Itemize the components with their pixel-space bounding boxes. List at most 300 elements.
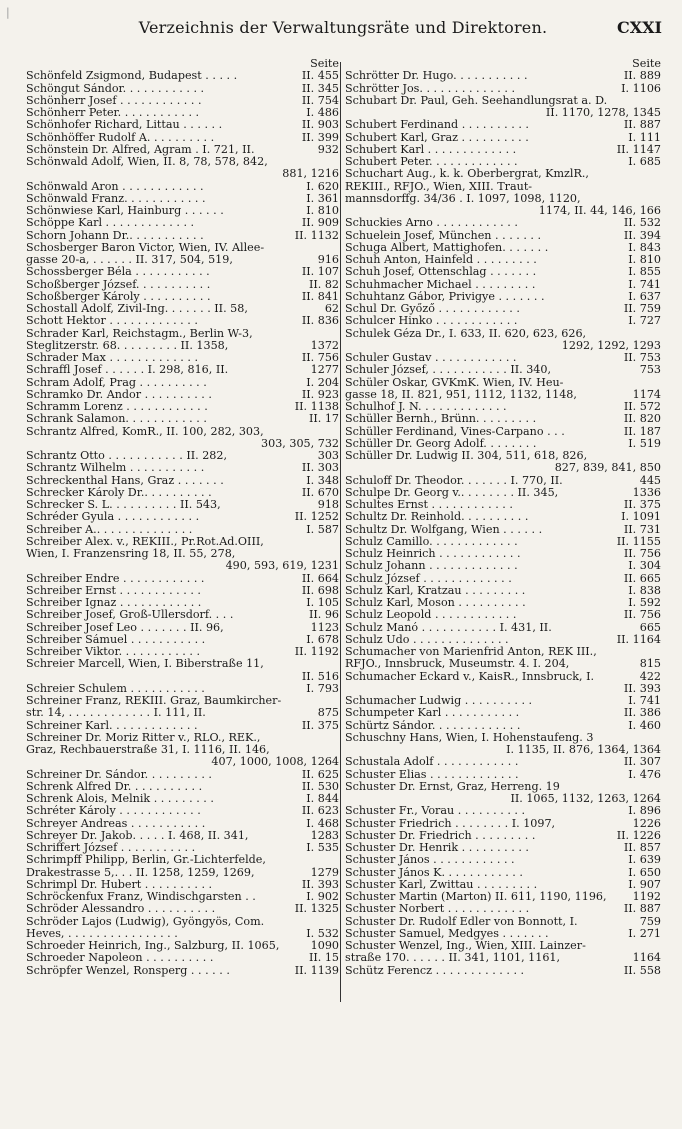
entry-page-ref: 1174 [632, 387, 661, 401]
entry-page-ref: I. 855 [628, 265, 661, 279]
entry-name: Schuster Karl, Zwittau . . . . . . . . . [345, 878, 538, 891]
index-entry [26, 928, 339, 940]
index-entry [345, 928, 661, 940]
index-entry [345, 671, 661, 683]
entry-page-ref: II. 1170, 1278, 1345 [545, 106, 661, 119]
entry-page-ref: 1279 [310, 865, 339, 879]
entry-name: Heves, . . . . . . . . . . . . . . . . [26, 927, 178, 940]
entry-page-ref: II. 670 [301, 485, 339, 499]
entry-page-ref: II. 516 [301, 669, 339, 683]
entry-name: Schulz Johann . . . . . . . . . . . . . [345, 560, 518, 573]
index-entry [345, 266, 661, 278]
entry-page-ref: II. 625 [301, 767, 339, 781]
entry-name: str. 14, . . . . . . . . . . . . I. 111, II. [26, 707, 206, 720]
entry-page-ref: II. 623 [301, 804, 339, 818]
index-entry [26, 499, 339, 511]
index-entry [345, 303, 661, 315]
entry-page-ref [337, 536, 339, 548]
entry-name: Schuster Wenzel, Ing., Wien, XIII. Lainzer- [345, 940, 586, 952]
entry-name: Schröpfer Wenzel, Ronsperg . . . . . . [26, 964, 230, 977]
index-entry [26, 95, 339, 107]
entry-name: Schöngut Sándor. . . . . . . . . . . . [26, 82, 205, 95]
entry-page-ref: II. 820 [623, 412, 661, 426]
index-entry [345, 242, 661, 254]
index-entry [345, 609, 661, 621]
entry-name: Schreyer Andreas . . . . . . . . . . . [26, 817, 206, 830]
entry-page-ref: 815 [639, 657, 661, 671]
entry-page-ref: I. 810 [306, 204, 339, 217]
entry-name: Schulz Leopold . . . . . . . . . . . . [345, 609, 517, 622]
entry-page-ref: II. 1192 [294, 645, 339, 658]
entry-name: Schuchart Aug., k. k. Oberbergrat, KmzlR., [345, 168, 589, 181]
index-entry [345, 622, 661, 634]
entry-name: Schönwald Aron . . . . . . . . . . . . [26, 180, 204, 193]
entry-name: Schrader Max . . . . . . . . . . . . . [26, 352, 199, 364]
entry-name: Schubert Karl . . . . . . . . . . . . . [345, 143, 517, 156]
entry-name: Schuster János K. . . . . . . . . . . . [345, 866, 523, 879]
entry-page-ref: I. 685 [628, 155, 661, 168]
entry-page-ref [659, 377, 661, 389]
index-entry [26, 854, 339, 866]
entry-name: Schuhmacher Michael . . . . . . . . . [345, 278, 536, 291]
entry-name: Schuhtanz Gábor, Privigye . . . . . . . [345, 290, 545, 303]
entry-page-ref: II. 857 [623, 841, 661, 854]
index-entry [345, 879, 661, 891]
index-entry [345, 230, 661, 242]
entry-page-ref: I. 793 [306, 681, 339, 695]
index-entry [345, 560, 661, 572]
entry-name: Schönwald Adolf, Wien, II. 8, 78, 578, 842, [26, 156, 268, 168]
entry-page-ref: 490, 593, 619, 1231 [225, 559, 339, 573]
entry-name: Schrötter Dr. Hugo. . . . . . . . . . . [345, 70, 528, 83]
entry-page-ref: 1277 [310, 363, 339, 377]
entry-name: Schröder Alessandro . . . . . . . . . . [26, 903, 216, 916]
entry-page-ref: II. 754 [301, 93, 339, 107]
index-entry [345, 487, 661, 499]
entry-page-ref [337, 328, 339, 340]
entry-page-ref: 1090 [310, 939, 339, 952]
entry-page-ref: 918 [317, 498, 339, 511]
index-entry [345, 462, 661, 474]
entry-name: Schultz Dr. Wolfgang, Wien . . . . . . [345, 523, 543, 536]
entry-name: Schrantz Otto . . . . . . . . . . . II. 282, [26, 450, 228, 462]
index-entry [345, 511, 661, 523]
index-entry [26, 952, 339, 964]
entry-name: Schüller Ferdinand, Vines-Carpano . . . [345, 425, 565, 438]
entry-name: Schrank Salamon. . . . . . . . . . . . [26, 413, 207, 426]
entry-page-ref [337, 732, 339, 744]
entry-page-ref: I. 271 [628, 926, 661, 940]
entry-page-ref: I. 902 [306, 890, 339, 903]
entry-page-ref: I. 460 [628, 718, 661, 732]
entry-page-ref: I. 838 [628, 583, 661, 597]
index-entry [26, 903, 339, 915]
entry-page-ref [337, 854, 339, 866]
entry-name: Schreiber Ernst . . . . . . . . . . . . [26, 584, 201, 597]
entry-name: Schreiner Dr. Sándor. . . . . . . . . . [26, 768, 212, 781]
index-entry [26, 597, 339, 609]
index-entry [26, 830, 339, 842]
entry-page-ref: II. 1325 [294, 902, 339, 916]
index-entry [345, 695, 661, 707]
page-number: CXXI [616, 18, 662, 37]
index-entry [345, 634, 661, 646]
entry-page-ref: I. 468 [306, 816, 339, 830]
entry-name: Schuelein Josef, München . . . . . . . [345, 229, 542, 242]
entry-page-ref: I. 1091 [621, 510, 661, 524]
entry-name: Schrecker S. L. . . . . . . . . . II. 543, [26, 499, 221, 511]
index-entry [345, 499, 661, 511]
entry-name: Schrötter Jos. . . . . . . . . . . . . . [345, 82, 515, 95]
index-entry [26, 181, 339, 193]
entry-name: Schrimpl Dr. Hubert . . . . . . . . . . [26, 878, 213, 891]
index-entry [345, 573, 661, 585]
index-entry [26, 168, 339, 180]
entry-page-ref: 303 [317, 449, 339, 462]
entry-name: Schulz Manó . . . . . . . . . . . I. 431, II. [345, 621, 552, 634]
entry-page-ref: II. 887 [623, 118, 661, 132]
entry-name: gasse 18, II. 821, 951, 1112, 1132, 1148, [345, 388, 577, 401]
entry-page-ref: II. 923 [301, 387, 339, 401]
index-entry [26, 254, 339, 266]
entry-page-ref: II. 96 [308, 608, 339, 622]
entry-name: gasse 20-a, . . . . . . II. 317, 504, 519, [26, 254, 233, 266]
entry-page-ref: I. 361 [306, 191, 339, 205]
entry-name: Schrenk Alois, Melnik . . . . . . . . . [26, 793, 214, 805]
entry-page-ref: II. 836 [301, 314, 339, 328]
index-entry [26, 107, 339, 119]
entry-name: Schuster Dr. Rudolf Edler von Bonnott, I. [345, 915, 578, 928]
index-entry [345, 756, 661, 768]
entry-page-ref: I. 907 [628, 877, 661, 891]
index-entry [345, 744, 661, 756]
entry-name: Schreier Schulem . . . . . . . . . . . [26, 682, 205, 695]
entry-page-ref: II. 530 [301, 779, 339, 793]
index-entry [26, 707, 339, 719]
index-entry [345, 842, 661, 854]
entry-page-ref: II. 1164 [616, 632, 661, 646]
entry-name: Schönherr Peter. . . . . . . . . . . . [26, 107, 200, 119]
entry-page-ref: II. 756 [623, 608, 661, 622]
entry-name: Schönhöffer Rudolf A. . . . . . . . . . [26, 131, 215, 144]
index-entry [345, 769, 661, 781]
entry-name: Schönfeld Zsigmond, Budapest . . . . . [26, 70, 238, 83]
entry-name: Schreiber Ignaz . . . . . . . . . . . . [26, 597, 202, 609]
entry-page-ref: II. 17 [308, 412, 339, 426]
index-entry [345, 597, 661, 609]
entry-name: Schulek Géza Dr., I. 633, II. 620, 623, 626, [345, 327, 587, 340]
entry-name: Schultz Dr. Reinhold. . . . . . . . . . [345, 511, 529, 524]
entry-name: Schönstein Dr. Alfred, Agram . I. 721, II. [26, 143, 255, 156]
entry-name: Schuster Dr. Henrik . . . . . . . . . . [345, 842, 529, 854]
entry-name: Schreiber Alex. v., REKIII., Pr.Rot.Ad.OIII, [26, 535, 264, 548]
entry-page-ref: II. 1155 [616, 534, 661, 548]
index-entry [345, 475, 661, 487]
entry-page-ref: II. 1226 [616, 828, 661, 842]
entry-name: Schubert Karl, Graz . . . . . . . . . . [345, 131, 529, 144]
page-title: Verzeichnis der Verwaltungsräte und Direktoren. [138, 18, 548, 37]
entry-name: Schreiner Franz, REKIII. Graz, Baumkircher- [26, 695, 282, 707]
index-entry [26, 413, 339, 425]
index-entry [26, 609, 339, 621]
index-entry [26, 965, 339, 977]
index-entry [345, 548, 661, 560]
entry-page-ref [337, 916, 339, 928]
entry-page-ref: I. 204 [306, 375, 339, 389]
entry-name: Schustala Adolf . . . . . . . . . . . . [345, 756, 519, 769]
index-entry [26, 818, 339, 830]
entry-page-ref: 881, 1216 [282, 167, 339, 181]
index-entry [345, 805, 661, 817]
entry-name: Schubert Ferdinand . . . . . . . . . . [345, 119, 529, 132]
index-entry [26, 940, 339, 952]
index-entry [26, 340, 339, 352]
index-entry [26, 426, 339, 438]
page-header [24, 18, 662, 42]
entry-name: Schröder Lajos (Ludwig), Gyöngyös, Com. [26, 915, 265, 928]
index-entry [26, 132, 339, 144]
entry-name: Steglitzerstr. 68. . . . . . . . . II. 1358, [26, 339, 229, 352]
entry-page-ref: II. 558 [623, 963, 661, 977]
entry-name: Schüller Dr. Ludwig II. 304, 511, 618, 826, [345, 450, 588, 462]
index-entry [345, 377, 661, 389]
entry-name: Schréder Gyula . . . . . . . . . . . . [26, 511, 200, 524]
index-entry [26, 781, 339, 793]
index-entry [345, 291, 661, 303]
entry-name: Schuckies Arno . . . . . . . . . . . . [345, 217, 518, 230]
index-entry [26, 805, 339, 817]
entry-name: Schulhof J. N. . . . . . . . . . . . . [345, 401, 507, 413]
entry-name: Schubart Dr. Paul, Geh. Seehandlungsrat a. D. [345, 94, 608, 107]
entry-name: Schoßberger József. . . . . . . . . . . [26, 278, 211, 291]
entry-page-ref: II. 698 [301, 583, 339, 597]
entry-name: Schüler Oskar, GVKmK. Wien, IV. Heu- [345, 376, 564, 389]
index-entry [345, 646, 661, 658]
entry-name: Schuster János . . . . . . . . . . . . [345, 854, 515, 867]
entry-name: Schumacher Ludwig . . . . . . . . . . [345, 695, 533, 707]
index-entry [26, 364, 339, 376]
entry-name: Schönhofer Richard, Littau . . . . . . [26, 119, 223, 132]
entry-name: Schraffl Josef . . . . . . I. 298, 816, II. [26, 364, 229, 377]
index-entry [345, 426, 661, 438]
entry-name: Schreier Marcell, Wien, I. Biberstraße 11, [26, 658, 264, 671]
seite-label: Seite [632, 57, 661, 70]
entry-name: Schulz József . . . . . . . . . . . . . [345, 572, 512, 585]
index-entry [26, 756, 339, 768]
entry-page-ref [659, 328, 661, 340]
entry-page-ref: II. 753 [623, 351, 661, 364]
entry-page-ref: I. 844 [306, 792, 339, 805]
index-entry [345, 854, 661, 866]
entry-page-ref: II. 82 [308, 277, 339, 291]
index-entry [26, 119, 339, 131]
entry-page-ref: II. 664 [301, 571, 339, 585]
index-entry [345, 413, 661, 425]
index-entry [345, 279, 661, 291]
entry-name: Schreiber A.. . . . . . . . . . . . . . [26, 523, 193, 536]
entry-page-ref: II. 572 [623, 400, 661, 413]
entry-page-ref: II. 399 [301, 130, 339, 144]
entry-page-ref: II. 345 [301, 81, 339, 95]
entry-page-ref: II. 107 [301, 265, 339, 279]
index-entry [345, 916, 661, 928]
entry-name: Schuster Friedrich . . . . . . . . I. 1097, [345, 817, 556, 830]
entry-name: Schorn Johann Dr.. . . . . . . . . . . [26, 229, 204, 242]
entry-name: Schöppe Karl . . . . . . . . . . . . . [26, 217, 195, 230]
entry-page-ref: I. 843 [628, 240, 661, 254]
entry-page-ref: I. 650 [628, 865, 661, 879]
index-entry [26, 205, 339, 217]
index-entry [345, 156, 661, 168]
entry-name: Schuga Albert, Mattighofen. . . . . . . [345, 241, 549, 254]
entry-page-ref: II. 1252 [294, 510, 339, 524]
entry-page-ref: I. 639 [628, 853, 661, 867]
entry-name: Schubert Peter. . . . . . . . . . . . . [345, 156, 518, 168]
entry-name: Schossberger Béla . . . . . . . . . . . [26, 266, 210, 279]
entry-page-ref: II. 303 [301, 461, 339, 475]
entry-name: Schul Dr. Győző . . . . . . . . . . . . [345, 303, 520, 315]
entry-page-ref: I. 105 [306, 596, 339, 609]
entry-name: Schreiber Endre . . . . . . . . . . . . [26, 572, 205, 585]
index-entry [26, 377, 339, 389]
entry-page-ref: I. 727 [628, 314, 661, 328]
entry-name: Schröckenfux Franz, Windischgarsten . . [26, 891, 256, 903]
index-entry [26, 683, 339, 695]
entry-name: Schram Adolf, Prag . . . . . . . . . . [26, 376, 207, 389]
index-entry [26, 842, 339, 854]
entry-page-ref: I. 519 [628, 436, 661, 450]
entry-name: Schönwiese Karl, Hainburg . . . . . . [26, 205, 224, 217]
index-entry [26, 879, 339, 891]
entry-page-ref: 407, 1000, 1008, 1264 [211, 755, 339, 769]
entry-page-ref: II. 394 [623, 228, 661, 242]
entry-page-ref: 62 [324, 302, 339, 315]
index-entry [345, 254, 661, 266]
entry-page-ref: 753 [639, 363, 661, 377]
entry-page-ref: 1283 [310, 828, 339, 842]
index-entry [26, 916, 339, 928]
entry-name: Schulcer Hinko . . . . . . . . . . . . [345, 315, 518, 328]
index-entry [345, 217, 661, 229]
entry-page-ref: II. 375 [623, 498, 661, 511]
entry-name: Schulz Udo . . . . . . . . . . . . . . [345, 633, 509, 646]
index-entry [345, 144, 661, 156]
entry-page-ref: 932 [317, 142, 339, 156]
index-entry [26, 438, 339, 450]
entry-page-ref: 1226 [632, 816, 661, 830]
index-entry [26, 732, 339, 744]
entry-page-ref: I. 535 [306, 841, 339, 854]
index-entry [26, 475, 339, 487]
entry-page-ref: I. 486 [306, 106, 339, 119]
entry-name: Schuh Josef, Ottenschlag . . . . . . . [345, 266, 537, 279]
index-entry [345, 340, 661, 352]
entry-name: Schuster Martin (Marton) II. 611, 1190, 1196, [345, 891, 607, 903]
entry-name: Schüller Bernh., Brünn. . . . . . . . . [345, 413, 537, 426]
index-entry [26, 193, 339, 205]
entry-name: Schuler Gustav . . . . . . . . . . . . [345, 352, 517, 364]
column-divider [340, 62, 341, 1002]
index-entry [26, 793, 339, 805]
index-entry [345, 328, 661, 340]
entry-name: Schreiner Dr. Moriz Ritter v., RLO., REK., [26, 731, 261, 744]
entry-page-ref [337, 658, 339, 670]
entry-page-ref: 1336 [632, 485, 661, 499]
entry-name: Schönwald Franz. . . . . . . . . . . . [26, 192, 206, 205]
entry-name: Schrenk Alfred Dr. . . . . . . . . . . [26, 780, 203, 793]
entry-page-ref: I. 678 [306, 632, 339, 646]
index-entry [26, 585, 339, 597]
entry-name: Schramko Dr. Andor . . . . . . . . . . [26, 388, 212, 401]
index-entry [26, 695, 339, 707]
index-entry [26, 389, 339, 401]
entry-page-ref: II. 307 [623, 755, 661, 769]
index-entry [26, 217, 339, 229]
entry-page-ref: II. 187 [623, 424, 661, 438]
margin-mark: | [6, 6, 10, 19]
index-entry [345, 683, 661, 695]
entry-page-ref [659, 181, 661, 193]
entry-page-ref: II. 1139 [294, 963, 339, 977]
index-entry [345, 585, 661, 597]
entry-page-ref: I. 476 [628, 767, 661, 781]
entry-page-ref: II. 1138 [294, 400, 339, 413]
entry-name: Schuster Norbert . . . . . . . . . . . . [345, 903, 530, 916]
entry-page-ref: II. 841 [301, 289, 339, 303]
entry-page-ref: 759 [639, 914, 661, 928]
entry-name: Schoßberger Károly . . . . . . . . . . [26, 290, 211, 303]
index-entry [26, 487, 339, 499]
index-entry [345, 401, 661, 413]
entry-page-ref: II. 15 [308, 951, 339, 965]
entry-page-ref: I. 1106 [621, 81, 661, 95]
index-entry [26, 560, 339, 572]
entry-name: Schostall Adolf, Zivil-Ing. . . . . . . II. 58, [26, 303, 248, 315]
entry-page-ref: 1123 [310, 620, 339, 634]
index-entry [26, 769, 339, 781]
entry-name: Schürtz Sándor. . . . . . . . . . . . . [345, 719, 521, 732]
entry-page-ref: 1164 [632, 951, 661, 965]
entry-name: Schreckenthal Hans, Graz . . . . . . . [26, 474, 224, 487]
index-entry [345, 536, 661, 548]
index-entry [26, 634, 339, 646]
entry-name: Schroeder Heinrich, Ing., Salzburg, II. 1065, [26, 940, 280, 952]
index-entry [345, 132, 661, 144]
entry-name: Schreiber Viktor. . . . . . . . . . . . [26, 646, 201, 658]
entry-name: Schréter Károly . . . . . . . . . . . . [26, 805, 201, 818]
index-entry [345, 903, 661, 915]
index-entry [26, 462, 339, 474]
index-entry [26, 867, 339, 879]
entry-name: Schriffert József . . . . . . . . . . . [26, 842, 196, 854]
index-entry [26, 524, 339, 536]
entry-page-ref: 916 [317, 253, 339, 266]
entry-page-ref: 1292, 1292, 1293 [561, 338, 661, 352]
entry-page-ref: II. 375 [301, 718, 339, 732]
entry-page-ref: I. 896 [628, 804, 661, 818]
entry-name: Schuschny Hans, Wien, I. Hohenstaufeng. 3 [345, 731, 594, 744]
entry-page-ref: II. 393 [623, 681, 661, 695]
index-entry [26, 242, 339, 254]
index-entry [26, 671, 339, 683]
entry-page-ref: II. 909 [301, 216, 339, 230]
entry-name: Schreiber Josef, Groß-Ullersdorf. . . . [26, 609, 234, 622]
index-entry [26, 720, 339, 732]
entry-name: Schuster Dr. Friedrich . . . . . . . . . [345, 829, 536, 842]
index-entry [345, 952, 661, 964]
index-entry [26, 291, 339, 303]
index-entry [26, 450, 339, 462]
